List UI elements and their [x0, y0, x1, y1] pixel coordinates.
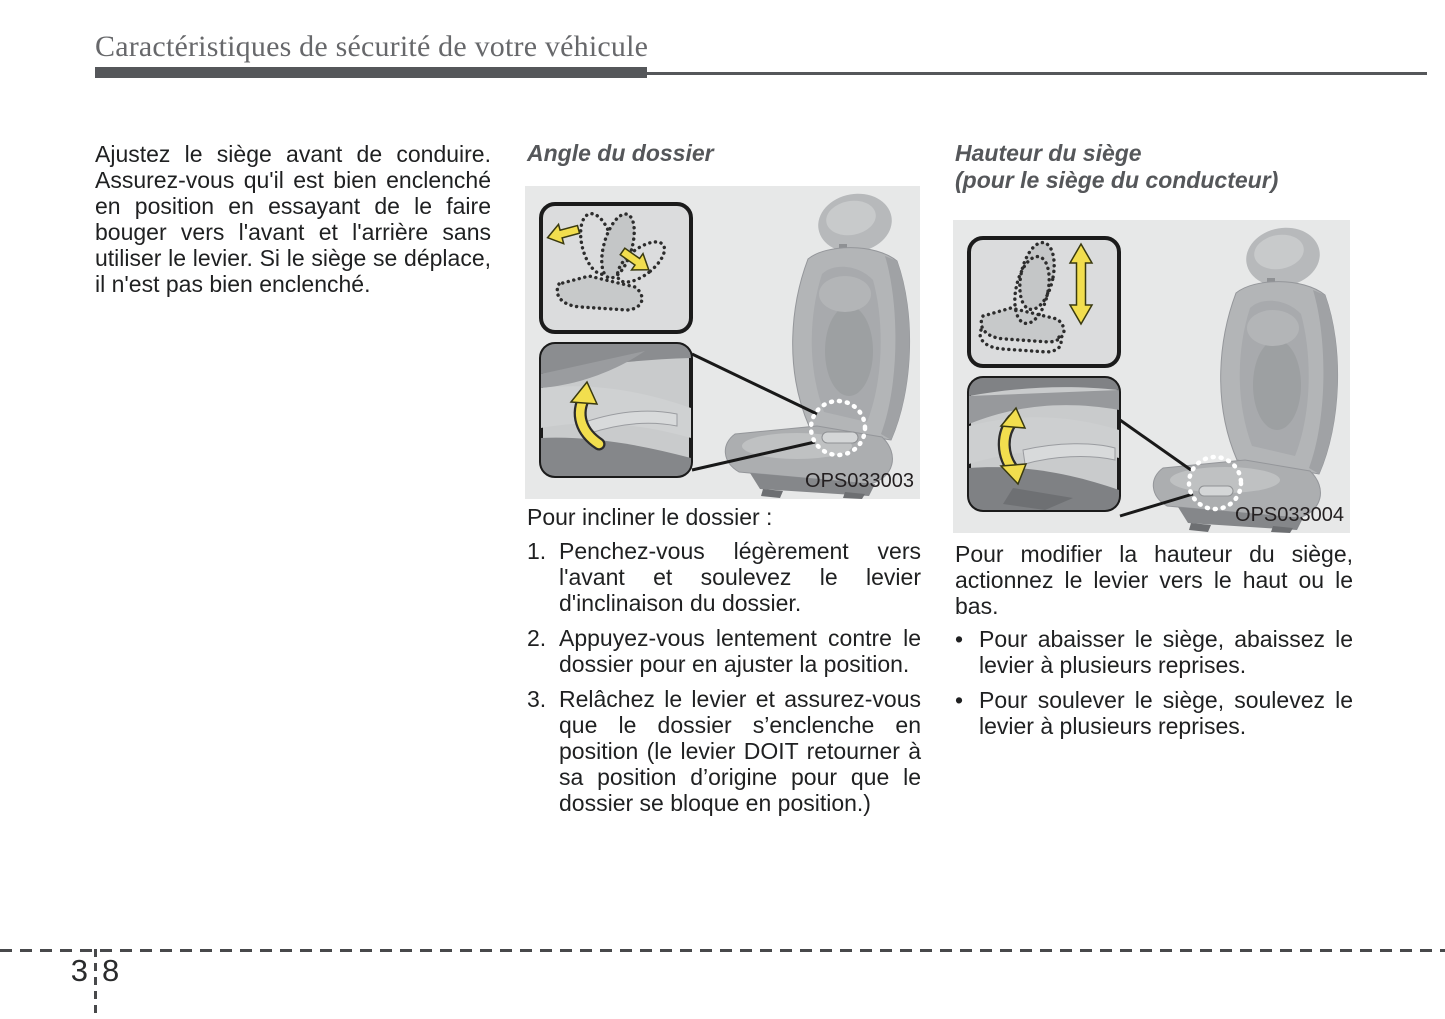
step-text: Appuyez-vous lentement contre le dossier pour en ajuster la position. — [559, 625, 921, 677]
seat-height-illustration — [953, 220, 1350, 533]
seat-height-figure — [953, 220, 1350, 533]
seat-angle-illustration — [525, 186, 920, 499]
figure-caption: OPS033004 — [1235, 504, 1344, 526]
height-positions-inset — [969, 238, 1119, 366]
bullet-marker: • — [955, 626, 964, 652]
section-heading-angle: Angle du dossier — [527, 140, 714, 166]
step-number: 3. — [527, 686, 547, 712]
title-rule-line — [645, 72, 1427, 75]
section-heading-height — [955, 140, 1353, 194]
bullet-marker: • — [955, 687, 964, 713]
height-bullets — [955, 626, 1353, 748]
intro-paragraph: Ajustez le siège avant de conduire. Assurez-vous qu'il est bien enclenché en position en essayant de le faire bouger vers l'avant et l'arrière sans utiliser le levier. Si le siège se déplace, il n'est pas bien enclenché. — [95, 141, 491, 297]
list-item — [527, 538, 921, 616]
title-underline-bar — [95, 67, 647, 78]
page-number: 8 — [102, 953, 120, 988]
recline-lever-closeup-inset — [541, 344, 691, 476]
page-title: Caractéristiques de sécurité de votre véhicule — [95, 30, 649, 63]
recline-positions-inset — [541, 204, 691, 332]
list-item — [955, 687, 1353, 739]
height-intro: Pour modifier la hauteur du siège, actionnez le levier vers le haut ou le bas. — [955, 541, 1353, 619]
height-lever-closeup-inset — [969, 378, 1119, 510]
list-item — [527, 686, 921, 816]
recline-steps — [527, 538, 921, 825]
heading-line: Hauteur du siège — [955, 140, 1142, 166]
footer-dashed-line — [0, 949, 1445, 952]
figure-caption: OPS033003 — [805, 470, 914, 492]
step-number: 2. — [527, 625, 547, 651]
recline-intro: Pour incliner le dossier : — [527, 504, 773, 530]
heading-line: (pour le siège du conducteur) — [955, 167, 1279, 193]
step-number: 1. — [527, 538, 547, 564]
list-item — [527, 625, 921, 677]
list-item — [955, 626, 1353, 678]
step-text: Relâchez le levier et assurez-vous que le dossier s’enclenche en position (le levier DOIT retourner à sa position d’origine pour que le dossier se bloque en position.) — [559, 686, 921, 816]
recline-lever — [822, 432, 858, 443]
step-text: Penchez-vous légèrement vers l'avant et soulevez le levier d'inclinaison du dossier. — [559, 538, 921, 616]
height-lever — [1199, 486, 1233, 496]
bullet-text: Pour abaisser le siège, abaissez le levier à plusieurs reprises. — [979, 626, 1353, 678]
footer-divider-line — [94, 949, 97, 1019]
seat-angle-figure — [525, 186, 920, 499]
chapter-number: 3 — [70, 953, 88, 988]
bullet-text: Pour soulever le siège, soulevez le levier à plusieurs reprises. — [979, 687, 1353, 739]
